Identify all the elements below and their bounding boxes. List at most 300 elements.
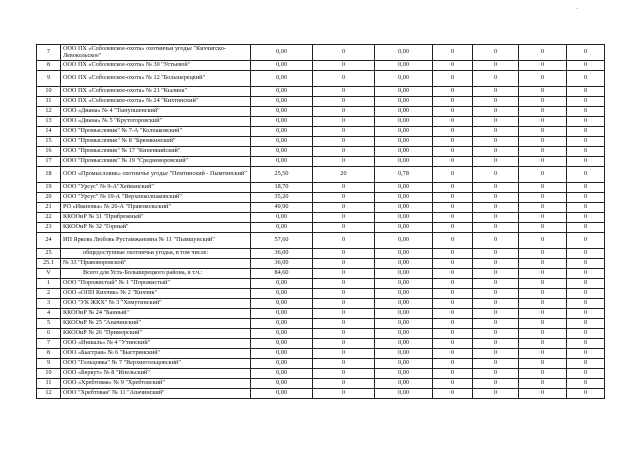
value-cell: 0	[519, 71, 567, 87]
value-cell: 0	[567, 309, 605, 319]
row-number: 12	[37, 389, 61, 399]
row-number: 12	[37, 107, 61, 117]
value-cell: 0,00	[251, 137, 313, 147]
value-cell: 0,00	[375, 369, 433, 379]
ground-name: ООО «Хребтовая» № 9 "Хребтовский"	[61, 379, 251, 389]
value-cell: 0	[519, 329, 567, 339]
table-row	[37, 223, 605, 233]
row-number: 24	[37, 233, 61, 249]
value-cell: 0	[433, 309, 473, 319]
value-cell: 0	[519, 289, 567, 299]
value-cell: 0	[313, 299, 375, 309]
value-cell: 0	[519, 379, 567, 389]
table-row	[37, 157, 605, 167]
value-cell: 0,00	[375, 127, 433, 137]
ground-name: ООО ПХ «Соболевское-охота» № 21 "Кылина"	[61, 87, 251, 97]
row-number: 19	[37, 183, 61, 193]
value-cell: 0	[567, 213, 605, 223]
value-cell: 0	[473, 233, 519, 249]
table-row	[37, 359, 605, 369]
table-row	[37, 369, 605, 379]
value-cell: 0	[473, 369, 519, 379]
value-cell: 0	[519, 107, 567, 117]
value-cell: 0	[567, 349, 605, 359]
value-cell: 0	[519, 319, 567, 329]
value-cell: 0	[473, 359, 519, 369]
table-row	[37, 147, 605, 157]
value-cell: 0	[519, 117, 567, 127]
value-cell: 0	[519, 223, 567, 233]
value-cell: 0	[519, 193, 567, 203]
value-cell: 0,00	[251, 213, 313, 223]
value-cell: 0	[567, 259, 605, 269]
value-cell: 0,00	[251, 359, 313, 369]
row-number: 3	[37, 299, 61, 309]
value-cell: 0	[519, 269, 567, 279]
value-cell: 0,00	[375, 349, 433, 359]
value-cell: 0,00	[375, 249, 433, 259]
value-cell: 0	[519, 167, 567, 183]
table-row	[37, 167, 605, 183]
value-cell: 0,00	[251, 87, 313, 97]
value-cell: 18,70	[251, 183, 313, 193]
ground-name: ООО «Иншаль» № 4 "Утинский"	[61, 339, 251, 349]
row-number: 4	[37, 309, 61, 319]
value-cell: 0	[313, 193, 375, 203]
ground-name: ООО "Урсус" № 10-А "Верхнеколпаковский"	[61, 193, 251, 203]
value-cell: 84,60	[251, 269, 313, 279]
value-cell: 0,00	[251, 147, 313, 157]
ground-name: РО «Ивановы» № 26-А "Правокольский"	[61, 203, 251, 213]
value-cell: 0	[433, 203, 473, 213]
ground-name: ООО «Быстрая» № 6 "Быстринский"	[61, 349, 251, 359]
table-row	[37, 279, 605, 289]
row-number: 9	[37, 71, 61, 87]
value-cell: 0	[473, 107, 519, 117]
ground-name: ООО «Беркут» № 8 "Ипельский"	[61, 369, 251, 379]
value-cell: 0	[567, 167, 605, 183]
value-cell: 0,00	[251, 45, 313, 61]
value-cell: 0,00	[251, 157, 313, 167]
value-cell: 0	[313, 97, 375, 107]
value-cell: 0	[473, 349, 519, 359]
row-number: 18	[37, 167, 61, 183]
table-body	[37, 45, 605, 399]
value-cell: 0,00	[251, 299, 313, 309]
value-cell: 0,00	[375, 97, 433, 107]
value-cell: 0	[313, 137, 375, 147]
value-cell: 0,00	[251, 379, 313, 389]
value-cell: 0	[313, 339, 375, 349]
value-cell: 0	[519, 87, 567, 97]
table-row	[37, 71, 605, 87]
value-cell: 0	[313, 349, 375, 359]
value-cell: 0	[519, 183, 567, 193]
value-cell: 0,00	[251, 97, 313, 107]
value-cell: 0	[473, 379, 519, 389]
value-cell: 0,78	[375, 167, 433, 183]
row-number: 9	[37, 359, 61, 369]
value-cell: 57,60	[251, 233, 313, 249]
value-cell: 0	[433, 359, 473, 369]
value-cell: 0	[567, 107, 605, 117]
value-cell: 0	[567, 249, 605, 259]
row-number: 6	[37, 329, 61, 339]
value-cell: 0	[473, 183, 519, 193]
value-cell: 0,00	[375, 193, 433, 203]
value-cell: 0	[473, 147, 519, 157]
value-cell: 0,00	[375, 359, 433, 369]
value-cell: 0	[519, 249, 567, 259]
value-cell: 0	[567, 45, 605, 61]
value-cell: 0,00	[375, 87, 433, 97]
value-cell: 0	[433, 193, 473, 203]
value-cell: 0	[473, 193, 519, 203]
row-number: 23	[37, 223, 61, 233]
value-cell: 0	[519, 299, 567, 309]
value-cell: 0	[473, 309, 519, 319]
value-cell: 0	[433, 329, 473, 339]
value-cell: 36,00	[251, 249, 313, 259]
value-cell: 0	[519, 127, 567, 137]
value-cell: 0,00	[251, 349, 313, 359]
value-cell: 0	[313, 269, 375, 279]
value-cell: 0,00	[375, 107, 433, 117]
value-cell: 0	[519, 389, 567, 399]
value-cell: 0	[433, 147, 473, 157]
table-row	[37, 349, 605, 359]
value-cell: 0	[473, 279, 519, 289]
value-cell: 0	[313, 259, 375, 269]
value-cell: 0	[519, 309, 567, 319]
ground-name: ООО «Диана» № 5 "Крутогоровский"	[61, 117, 251, 127]
value-cell: 0,00	[251, 117, 313, 127]
value-cell: 0	[567, 289, 605, 299]
value-cell: 0	[433, 183, 473, 193]
ground-name: ООО "Промысловик" № 19 "Средневоровский"	[61, 157, 251, 167]
row-number: 20	[37, 193, 61, 203]
value-cell: 0	[567, 359, 605, 369]
value-cell: 0	[567, 339, 605, 349]
row-number: 8	[37, 349, 61, 359]
value-cell: 0	[519, 97, 567, 107]
ground-name: Всего для Усть-Большерецкого района, в т.ч.:	[61, 269, 251, 279]
value-cell: 35,20	[251, 193, 313, 203]
value-cell: 0	[473, 167, 519, 183]
value-cell: 0	[313, 183, 375, 193]
value-cell: 25,50	[251, 167, 313, 183]
value-cell: 0,00	[251, 309, 313, 319]
value-cell: 0	[473, 97, 519, 107]
table-row	[37, 117, 605, 127]
row-number: 7	[37, 45, 61, 61]
row-number: 11	[37, 379, 61, 389]
value-cell: 0	[433, 299, 473, 309]
value-cell: 0,00	[375, 61, 433, 71]
value-cell: 0	[519, 359, 567, 369]
value-cell: 0	[433, 279, 473, 289]
value-cell: 0	[519, 259, 567, 269]
value-cell: 0	[567, 279, 605, 289]
value-cell: 0	[433, 97, 473, 107]
table-row	[37, 289, 605, 299]
value-cell: 0,00	[375, 147, 433, 157]
value-cell: 0	[433, 167, 473, 183]
value-cell: 0	[473, 157, 519, 167]
value-cell: 0	[433, 289, 473, 299]
row-number: 1	[37, 279, 61, 289]
value-cell: 0	[313, 45, 375, 61]
value-cell: 0	[519, 213, 567, 223]
value-cell: 0	[313, 233, 375, 249]
value-cell: 0	[567, 389, 605, 399]
ground-name: ООО "Гольцовка" № 7 "Верхнегольцовский"	[61, 359, 251, 369]
value-cell: 0	[313, 61, 375, 71]
value-cell: 0	[433, 45, 473, 61]
table-row	[37, 97, 605, 107]
row-number: 25.1	[37, 259, 61, 269]
row-number: 11	[37, 97, 61, 107]
value-cell: 0,00	[375, 45, 433, 61]
value-cell: 0	[519, 61, 567, 71]
value-cell: 0,00	[375, 223, 433, 233]
value-cell: 0,00	[251, 389, 313, 399]
value-cell: 0	[567, 329, 605, 339]
table-row	[37, 61, 605, 71]
value-cell: 0	[433, 339, 473, 349]
table-row	[37, 45, 605, 61]
value-cell: 0	[567, 183, 605, 193]
value-cell: 0	[567, 157, 605, 167]
value-cell: 0	[567, 71, 605, 87]
table-row	[37, 127, 605, 137]
table-row	[37, 259, 605, 269]
value-cell: 0	[473, 61, 519, 71]
value-cell: 0	[473, 87, 519, 97]
value-cell: 0,00	[251, 329, 313, 339]
value-cell: 0	[313, 319, 375, 329]
table-row	[37, 379, 605, 389]
ground-name: ККООиР № 31 "Прибрежный"	[61, 213, 251, 223]
value-cell: 0,00	[375, 289, 433, 299]
value-cell: 0,00	[251, 319, 313, 329]
value-cell: 0	[433, 61, 473, 71]
ground-name: ООО ПХ «Соболевское-охота» охотничьи угодье "Кихчигско-Левокольское"	[61, 45, 251, 61]
value-cell: 0	[519, 45, 567, 61]
value-cell: 0	[473, 299, 519, 309]
value-cell: 0	[567, 147, 605, 157]
ground-name: ООО "Хребтовая" № 11 "Апачинский"	[61, 389, 251, 399]
value-cell: 0	[567, 97, 605, 107]
table-row	[37, 213, 605, 223]
row-number: 22	[37, 213, 61, 223]
value-cell: 0,00	[375, 183, 433, 193]
value-cell: 0	[567, 233, 605, 249]
row-number: V	[37, 269, 61, 279]
value-cell: 0	[473, 259, 519, 269]
ground-name: общедоступные охотничьи угодья, в том числе:	[61, 249, 251, 259]
value-cell: 0,00	[375, 213, 433, 223]
value-cell: 0	[567, 269, 605, 279]
value-cell: 0	[313, 203, 375, 213]
value-cell: 0,00	[251, 223, 313, 233]
value-cell: 20	[313, 167, 375, 183]
value-cell: 0,00	[251, 279, 313, 289]
ground-name: ККООиР № 32 "Горный"	[61, 223, 251, 233]
ground-name: ООО "Промысловик" № 17 "Киненкийский"	[61, 147, 251, 157]
value-cell: 0	[519, 203, 567, 213]
value-cell: 0	[433, 379, 473, 389]
ground-name: ККООиР № 26 "Приморский"	[61, 329, 251, 339]
ground-name: ООО «Промысловик» охотничье угодье "Пемтинский - Пымтинский"	[61, 167, 251, 183]
value-cell: 0	[567, 223, 605, 233]
value-cell: 0,00	[251, 127, 313, 137]
value-cell: 0	[519, 339, 567, 349]
value-cell: 0,00	[375, 329, 433, 339]
value-cell: 0	[473, 71, 519, 87]
value-cell: 0	[433, 117, 473, 127]
table-row	[37, 137, 605, 147]
row-number: 25	[37, 249, 61, 259]
value-cell: 49,90	[251, 203, 313, 213]
ground-name: ИП Яркова Любовь Рустамжановна № 11 "Пымшунский"	[61, 233, 251, 249]
value-cell: 0	[433, 369, 473, 379]
value-cell: 0	[519, 137, 567, 147]
ground-name: ООО «ОПП Кихчик» № 2 "Кихчик"	[61, 289, 251, 299]
value-cell: 0	[519, 157, 567, 167]
value-cell: 0	[519, 233, 567, 249]
value-cell: 0	[433, 319, 473, 329]
table-row	[37, 309, 605, 319]
value-cell: 0	[313, 389, 375, 399]
table-row	[37, 329, 605, 339]
value-cell: 0	[313, 309, 375, 319]
value-cell: 0	[567, 379, 605, 389]
row-number: 7	[37, 339, 61, 349]
value-cell: 0,00	[375, 71, 433, 87]
value-cell: 0	[473, 223, 519, 233]
ground-name: ООО «Диана» № 4 "Тынупшенский"	[61, 107, 251, 117]
value-cell: 0	[473, 45, 519, 61]
value-cell: 0,00	[375, 117, 433, 127]
value-cell: 0	[313, 71, 375, 87]
value-cell: 0	[313, 369, 375, 379]
value-cell: 0	[473, 249, 519, 259]
table-row	[37, 339, 605, 349]
value-cell: 0	[313, 249, 375, 259]
value-cell: 0	[313, 107, 375, 117]
row-number: 5	[37, 319, 61, 329]
value-cell: 0	[433, 137, 473, 147]
value-cell: 0	[313, 379, 375, 389]
value-cell: 0	[313, 223, 375, 233]
hunting-grounds-table	[36, 44, 605, 399]
value-cell: 0,00	[375, 157, 433, 167]
value-cell: 0,00	[251, 369, 313, 379]
value-cell: 0	[567, 299, 605, 309]
value-cell: 0,00	[375, 339, 433, 349]
table-row	[37, 319, 605, 329]
value-cell: 0,00	[375, 203, 433, 213]
value-cell: 36,00	[251, 259, 313, 269]
value-cell: 0	[567, 203, 605, 213]
value-cell: 0	[313, 157, 375, 167]
value-cell: 0	[567, 117, 605, 127]
table-row	[37, 249, 605, 259]
table-row	[37, 389, 605, 399]
value-cell: 0	[433, 249, 473, 259]
value-cell: 0,00	[251, 289, 313, 299]
row-number: 15	[37, 137, 61, 147]
value-cell: 0	[473, 269, 519, 279]
value-cell: 0,00	[375, 309, 433, 319]
value-cell: 0	[313, 147, 375, 157]
value-cell: 0	[567, 61, 605, 71]
value-cell: 0	[433, 107, 473, 117]
value-cell: 0	[567, 319, 605, 329]
value-cell: 0	[433, 259, 473, 269]
row-number: 10	[37, 87, 61, 97]
value-cell: 0	[567, 87, 605, 97]
ground-name: ООО ПХ «Соболевское-охота» № 24 "Кихтинский"	[61, 97, 251, 107]
value-cell: 0	[473, 329, 519, 339]
ground-name: ООО "Промысловик" № 8 "Брюмкинский"	[61, 137, 251, 147]
ground-name: ККООиР № 24 "Банный"	[61, 309, 251, 319]
row-number: 21	[37, 203, 61, 213]
value-cell: 0	[473, 389, 519, 399]
value-cell: 0	[567, 127, 605, 137]
ground-name: ООО ПХ «Соболевское-охота» № 12 "Большерецкий"	[61, 71, 251, 87]
value-cell: 0	[567, 137, 605, 147]
value-cell: 0	[313, 127, 375, 137]
value-cell: 0	[433, 127, 473, 137]
table-row	[37, 203, 605, 213]
ground-name: ООО "Промысловик" № 7-А "Колпаковский"	[61, 127, 251, 137]
value-cell: 0	[473, 339, 519, 349]
row-number: 16	[37, 147, 61, 157]
row-number: 8	[37, 61, 61, 71]
value-cell: 0	[473, 289, 519, 299]
ground-name: ООО ПХ «Соболевское-охота» № 30 "Устьевой"	[61, 61, 251, 71]
table-row	[37, 107, 605, 117]
value-cell: 0,00	[375, 233, 433, 249]
table-row	[37, 269, 605, 279]
page-mark: -	[576, 6, 578, 12]
value-cell: 0,00	[375, 137, 433, 147]
value-cell: 0,00	[375, 269, 433, 279]
row-number: 14	[37, 127, 61, 137]
ground-name: ООО "Порожистый" № 1 "Порожистый"	[61, 279, 251, 289]
row-number: 17	[37, 157, 61, 167]
table-row	[37, 299, 605, 309]
value-cell: 0	[313, 213, 375, 223]
value-cell: 0	[313, 279, 375, 289]
value-cell: 0	[567, 369, 605, 379]
ground-name: ООО "Урсус" № 9-А"Хейванский"	[61, 183, 251, 193]
table-row	[37, 87, 605, 97]
value-cell: 0	[519, 349, 567, 359]
table-row	[37, 183, 605, 193]
value-cell: 0	[519, 369, 567, 379]
value-cell: 0	[313, 359, 375, 369]
value-cell: 0	[473, 213, 519, 223]
value-cell: 0,00	[251, 339, 313, 349]
value-cell: 0	[433, 233, 473, 249]
value-cell: 0,00	[375, 279, 433, 289]
value-cell: 0	[473, 137, 519, 147]
value-cell: 0	[473, 203, 519, 213]
value-cell: 0	[313, 117, 375, 127]
